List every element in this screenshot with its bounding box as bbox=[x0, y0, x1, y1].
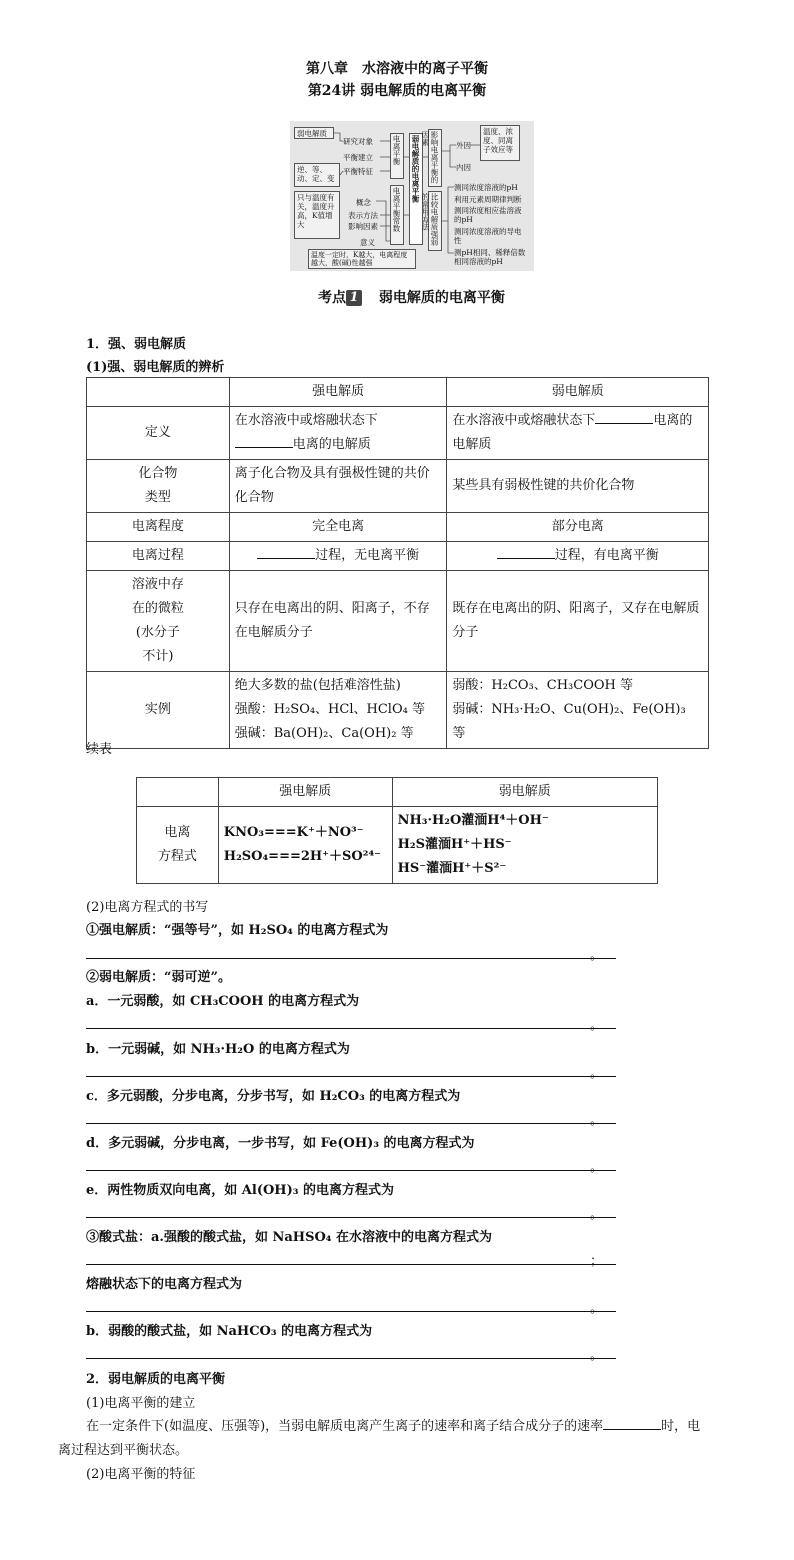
row-label-equation: 电离 方程式 bbox=[137, 807, 219, 884]
map-method-1: 测同浓度溶液的pH bbox=[454, 183, 518, 192]
period-mark: 。 bbox=[590, 1160, 604, 1175]
map-outer-factor: 外因 bbox=[456, 141, 471, 150]
table-row bbox=[87, 407, 709, 460]
map-method-5: 测pH相同、稀释倍数相同溶液的pH bbox=[454, 248, 526, 266]
map-balance-build: 平衡建立 bbox=[343, 153, 373, 162]
question-d: d．多元弱碱，分步电离，一步书写，如 Fe(OH)₃ 的电离方程式为 bbox=[86, 1136, 475, 1151]
fill-blank[interactable] bbox=[595, 411, 653, 424]
table-header-strong: 强电解质 bbox=[218, 778, 392, 807]
strong-definition-suffix: 电离的电解质 bbox=[292, 437, 371, 452]
weak-particles: 既存在电离出的阴、阳离子，又存在电解质分子 bbox=[447, 571, 709, 672]
strong-definition bbox=[229, 407, 447, 460]
ionization-equation-table bbox=[136, 777, 658, 884]
equation-hs: HS⁻灌湎H⁺＋S²⁻ bbox=[397, 861, 507, 876]
strong-examples bbox=[229, 672, 447, 749]
question-weak: ②弱电解质：“弱可逆”。 bbox=[86, 970, 231, 985]
equation-kno3: KNO₃===K⁺＋NO³⁻ bbox=[223, 825, 364, 840]
map-method-4: 测同浓度溶液的导电性 bbox=[454, 227, 522, 245]
weak-equations bbox=[392, 807, 657, 884]
question-b: b．一元弱碱，如 NH₃·H₂O 的电离方程式为 bbox=[86, 1042, 350, 1057]
weak-compound-type: 某些具有弱极性键的共价化合物 bbox=[447, 460, 709, 513]
answer-line[interactable] bbox=[86, 1311, 616, 1312]
table-row bbox=[87, 460, 709, 513]
weak-example-suffix: 等 bbox=[452, 726, 466, 741]
section1-subtitle: (1)强、弱电解质的辨析 bbox=[86, 360, 225, 375]
question-c: c．多元弱酸，分步电离，分步书写，如 H₂CO₃ 的电离方程式为 bbox=[86, 1089, 461, 1104]
map-const-concept: 概念 bbox=[356, 198, 371, 207]
map-weak-electrolyte: 弱电解质 bbox=[294, 127, 334, 139]
map-const-meaning: 意义 bbox=[360, 238, 375, 247]
answer-line[interactable] bbox=[86, 1076, 616, 1077]
weak-definition-line2: 电解质 bbox=[452, 437, 492, 452]
balance-paragraph-text: 在一定条件下(如温度、压强等)，当弱电解质电离产生离子的速率和离子结合成分子的速率 bbox=[86, 1419, 604, 1434]
map-const-method: 表示方法 bbox=[348, 211, 378, 220]
question-weak-acid-salt: b．弱酸的酸式盐，如 NaHCO₃ 的电离方程式为 bbox=[86, 1324, 373, 1339]
strong-example-bases: 强碱：Ba(OH)₂、Ca(OH)₂ 等 bbox=[234, 726, 414, 741]
map-ionization-constant: 电离平衡常数 bbox=[390, 185, 404, 245]
question-a: a．一元弱酸，如 CH₃COOH 的电离方程式为 bbox=[86, 994, 360, 1009]
period-mark: 。 bbox=[590, 1348, 604, 1363]
strong-example-acids: 强酸：H₂SO₄、HCl、HClO₄ 等 bbox=[234, 702, 425, 717]
section2-title: 2．弱电解质的电离平衡 bbox=[86, 1372, 226, 1387]
balance-paragraph-text-end: 时，电 bbox=[661, 1419, 701, 1434]
map-compare-methods: 比较电解质强弱的常用方法 bbox=[428, 191, 442, 251]
weak-degree: 部分电离 bbox=[447, 513, 709, 542]
question-molten: 熔融状态下的电离方程式为 bbox=[86, 1277, 243, 1292]
map-balance-feature: 平衡特征 bbox=[343, 167, 373, 176]
strong-particles: 只存在电离出的阴、阳离子，不存在电解质分子 bbox=[229, 571, 447, 672]
strong-equations bbox=[218, 807, 392, 884]
fill-blank[interactable] bbox=[235, 435, 293, 448]
map-feature-words: 逆、等、动、定、变 bbox=[294, 163, 340, 187]
period-mark: 。 bbox=[590, 1301, 604, 1316]
fill-blank[interactable] bbox=[257, 546, 315, 559]
row-label-particles: 溶液中存 在的微粒 (水分子 不计) bbox=[87, 571, 230, 672]
table-row bbox=[137, 807, 658, 884]
strong-definition-line2 bbox=[235, 433, 442, 457]
weak-process-text: 过程，有电离平衡 bbox=[554, 548, 659, 563]
table-header-weak: 弱电解质 bbox=[392, 778, 657, 807]
answer-line[interactable] bbox=[86, 958, 616, 959]
fill-blank[interactable] bbox=[497, 546, 555, 559]
weak-definition-prefix: 在水溶液中或熔融状态下 bbox=[452, 413, 596, 428]
answer-line[interactable] bbox=[86, 1123, 616, 1124]
semicolon-mark: ； bbox=[590, 1254, 604, 1269]
weak-definition-mid: 电离的 bbox=[653, 413, 693, 428]
answer-line[interactable] bbox=[86, 1028, 616, 1029]
table-row bbox=[87, 672, 709, 749]
weak-definition bbox=[447, 407, 709, 460]
strong-degree: 完全电离 bbox=[229, 513, 447, 542]
table-row bbox=[87, 513, 709, 542]
map-method-3: 测同浓度相应盐溶液的pH bbox=[454, 206, 522, 224]
weak-examples bbox=[447, 672, 709, 749]
table-header-empty bbox=[87, 378, 230, 407]
map-research-object: 研究对象 bbox=[343, 137, 373, 146]
electrolyte-comparison-table bbox=[86, 377, 709, 749]
weak-definition-line1 bbox=[452, 409, 703, 433]
fill-blank[interactable] bbox=[603, 1417, 661, 1430]
weak-example-bases: 弱碱：NH₃·H₂O、Cu(OH)₂、Fe(OH)₃ bbox=[452, 702, 686, 717]
equation-h2so4: H₂SO₄===2H⁺＋SO²⁴⁻ bbox=[223, 849, 382, 864]
kaodian-label: 考点 bbox=[318, 290, 346, 306]
balance-paragraph-line1 bbox=[86, 1415, 700, 1434]
table-header-row bbox=[137, 778, 658, 807]
map-const-bottom: 温度一定时，K越大，电离程度越大，酸(碱)性越强 bbox=[308, 249, 416, 269]
period-mark: 。 bbox=[590, 1113, 604, 1128]
map-root: 弱电解质的电离平衡 bbox=[409, 133, 423, 245]
row-label-process: 电离过程 bbox=[87, 542, 230, 571]
kaodian-number-badge: 1 bbox=[346, 290, 362, 306]
map-ionization-balance: 电离平衡 bbox=[390, 133, 404, 179]
period-mark: 。 bbox=[590, 1207, 604, 1222]
answer-line[interactable] bbox=[86, 1264, 616, 1265]
map-connectors bbox=[290, 121, 534, 271]
continued-label: 续表 bbox=[86, 742, 113, 757]
section1-title: 1．强、弱电解质 bbox=[86, 337, 187, 352]
question-acid-salt: ③酸式盐：a.强酸的酸式盐，如 NaHSO₄ 在水溶液中的电离方程式为 bbox=[86, 1230, 492, 1245]
balance-feature-subtitle: (2)电离平衡的特征 bbox=[86, 1467, 196, 1482]
balance-build-subtitle: (1)电离平衡的建立 bbox=[86, 1396, 196, 1411]
kaodian-heading bbox=[318, 287, 505, 307]
map-outer-items: 温度、浓度、同离子效应等 bbox=[480, 125, 520, 161]
row-label-degree: 电离程度 bbox=[87, 513, 230, 542]
answer-line[interactable] bbox=[86, 1217, 616, 1218]
period-mark: 。 bbox=[590, 948, 604, 963]
map-inner-factor: 内因 bbox=[456, 163, 471, 172]
map-const-factor: 影响因素 bbox=[348, 222, 378, 231]
strong-process bbox=[229, 542, 447, 571]
map-influence-factors: 影响电离平衡的因素 bbox=[428, 129, 442, 187]
table-header-strong: 强电解质 bbox=[229, 378, 447, 407]
table-row bbox=[87, 542, 709, 571]
answer-line[interactable] bbox=[86, 1358, 616, 1359]
table-header-empty bbox=[137, 778, 219, 807]
question-e: e．两性物质双向电离，如 Al(OH)₃ 的电离方程式为 bbox=[86, 1183, 394, 1198]
weak-process bbox=[447, 542, 709, 571]
question-strong: ①强电解质：“强等号”，如 H₂SO₄ 的电离方程式为 bbox=[86, 923, 389, 938]
strong-process-text: 过程，无电离平衡 bbox=[315, 548, 420, 563]
equation-h2s: H₂S灌湎H⁺＋HS⁻ bbox=[397, 837, 512, 852]
table-header-weak: 弱电解质 bbox=[447, 378, 709, 407]
chapter-title: 第八章 水溶液中的离子平衡 bbox=[306, 61, 488, 77]
table-header-row bbox=[87, 378, 709, 407]
answer-line[interactable] bbox=[86, 1170, 616, 1171]
balance-paragraph-line2: 离过程达到平衡状态。 bbox=[58, 1443, 189, 1458]
concept-map bbox=[290, 121, 534, 271]
kaodian-title: 弱电解质的电离平衡 bbox=[378, 290, 505, 306]
map-method-2: 利用元素周期律判断 bbox=[454, 195, 522, 204]
period-mark: 。 bbox=[590, 1066, 604, 1081]
strong-definition-line1: 在水溶液中或熔融状态下 bbox=[234, 413, 378, 428]
row-label-examples: 实例 bbox=[87, 672, 230, 749]
equation-writing-subtitle: (2)电离方程式的书写 bbox=[86, 900, 209, 915]
equation-nh3h2o: NH₃·H₂O灌湎H⁴＋OH⁻ bbox=[397, 813, 549, 828]
period-mark: 。 bbox=[590, 1018, 604, 1033]
strong-example-salts: 绝大多数的盐(包括难溶性盐) bbox=[234, 678, 401, 693]
row-label-compound-type: 化合物 类型 bbox=[87, 460, 230, 513]
row-label-definition: 定义 bbox=[87, 407, 230, 460]
weak-example-acids: 弱酸：H₂CO₃、CH₃COOH 等 bbox=[452, 678, 633, 693]
map-const-note: 只与温度有关，温度升高，K值增大 bbox=[294, 191, 340, 239]
table-row bbox=[87, 571, 709, 672]
lecture-title: 第24讲 弱电解质的电离平衡 bbox=[307, 83, 487, 99]
strong-compound-type: 离子化合物及具有强极性键的共价化合物 bbox=[229, 460, 447, 513]
